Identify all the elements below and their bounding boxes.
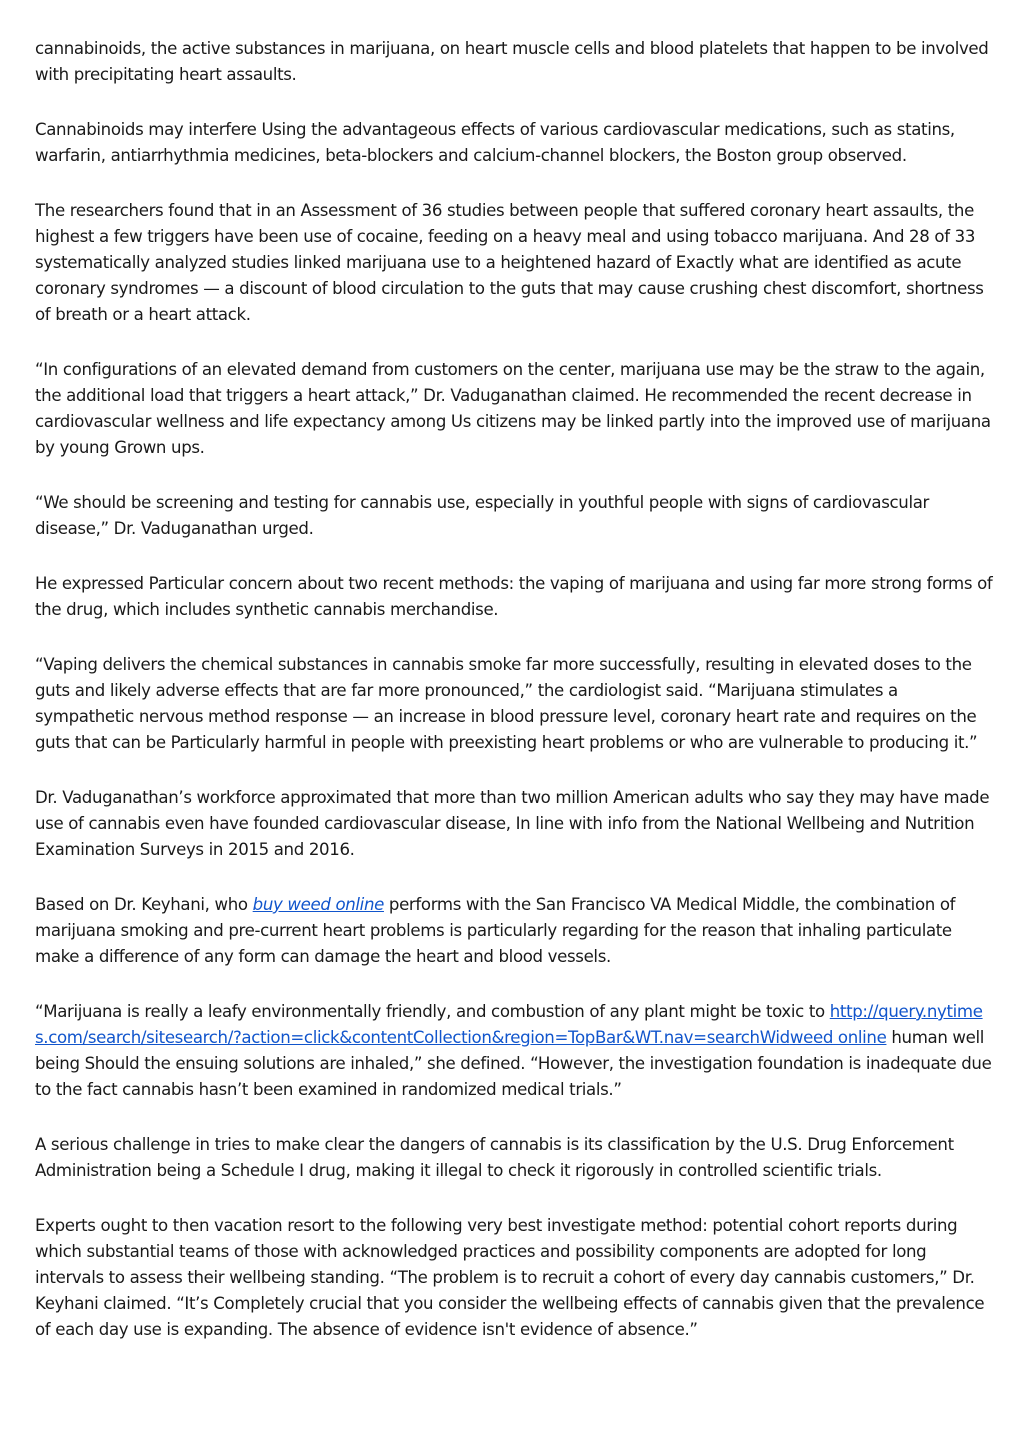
paragraph-workforce-estimate: Dr. Vaduganathan’s workforce approximated that more than two million American adults who say they may have made use of cannabis even have founded cardiovascular disease, In line with info from the National Wellbeing and Nutrition Examination Surveys in 2015 and 2016.: [35, 788, 990, 859]
paragraph-vaping-quote: “Vaping delivers the chemical substances in cannabis smoke far more successfully, resulting in elevated doses to the guts and likely adverse effects that are far more pronounced,” the cardiologist said. “Marijuana stimulates a sympathetic nervous method response — an increase in blood pressure level, coronary heart rate and requires on the guts that can be Particularly harmful in people with preexisting heart problems or who are vulnerable to producing it.”: [35, 655, 978, 752]
leafy-text-after: human well being Should the ensuing solutions are inhaled,” she defined. “However, the investigation foundation is inadequate due to the fact cannabis hasn’t been examined in randomized medical trials.”: [35, 1028, 992, 1099]
buy-weed-online-link[interactable]: buy weed online: [252, 895, 384, 914]
leafy-text-before: “Marijuana is really a leafy environmentally friendly, and combustion of any plant might be toxic to: [35, 1002, 830, 1021]
paragraph-screening-quote: “We should be screening and testing for cannabis use, especially in youthful people with signs of cardiovascular disease,” Dr. Vaduganathan urged.: [35, 493, 930, 538]
paragraph-elevated-demand-quote: “In configurations of an elevated demand from customers on the center, marijuana use may be the straw to the again, the additional load that triggers a heart attack,” Dr. Vaduganathan claimed. He recommended the recent decrease in cardiovascular wellness and life expectancy among Us citizens may be linked partly into the improved use of marijuana by young Grown ups.: [35, 360, 991, 457]
nytimes-link-tail[interactable]: weed online: [789, 1028, 887, 1047]
paragraph-medications: Cannabinoids may interfere Using the advantageous effects of various cardiovascular medications, such as statins, warfarin, antiarrhythmia medicines, beta-blockers and calcium-channel blockers, the Boston group observed.: [35, 120, 955, 165]
paragraph-vaping-concern: He expressed Particular concern about two recent methods: the vaping of marijuana and using far more strong forms of the drug, which includes synthetic cannabis merchandise.: [35, 574, 993, 619]
paragraph-dea-classification: A serious challenge in tries to make clear the dangers of cannabis is its classification by the U.S. Drug Enforcement Administration being a Schedule I drug, making it illegal to check it rigorously in controlled scientific trials.: [35, 1135, 954, 1180]
article-body: [35, 36, 995, 1372]
paragraph-cohort-reports: Experts ought to then vacation resort to the following very best investigate method: potential cohort reports during which substantial teams of those with acknowledged practices and possibility components are adopted for long intervals to assess their wellbeing standing. “The problem is to recruit a cohort of every day cannabis customers,” Dr. Keyhani claimed. “It’s Completely crucial that you consider the wellbeing effects of cannabis given that the prevalence of each day use is expanding. The absence of evidence isn't evidence of absence.”: [35, 1216, 985, 1339]
paragraph-leafy-quote: [35, 999, 995, 1103]
keyhani-text-after: performs with the San Francisco VA Medical Middle, the combination of marijuana smoking and pre-current heart problems is particularly regarding for the reason that inhaling particulate make a difference of any form can damage the heart and blood vessels.: [35, 895, 956, 966]
paragraph-cannabinoids: cannabinoids, the active substances in marijuana, on heart muscle cells and blood platelets that happen to be involved with precipitating heart assaults.: [35, 39, 989, 84]
paragraph-researchers: The researchers found that in an Assessment of 36 studies between people that suffered coronary heart assaults, the highest a few triggers have been use of cocaine, feeding on a heavy meal and using tobacco marijuana. And 28 of 33 systematically analyzed studies linked marijuana use to a heightened hazard of Exactly what are identified as acute coronary syndromes — a discount of blood circulation to the guts that may cause crushing chest discomfort, shortness of breath or a heart attack.: [35, 201, 984, 324]
paragraph-keyhani: [35, 892, 995, 970]
nytimes-url-text[interactable]: http://query.nytimes.com/search/sitesearch/?action=click&contentCollection&region=TopBar&WT.nav=searchWid: [35, 1002, 983, 1047]
keyhani-text-before: Based on Dr. Keyhani, who: [35, 895, 253, 914]
